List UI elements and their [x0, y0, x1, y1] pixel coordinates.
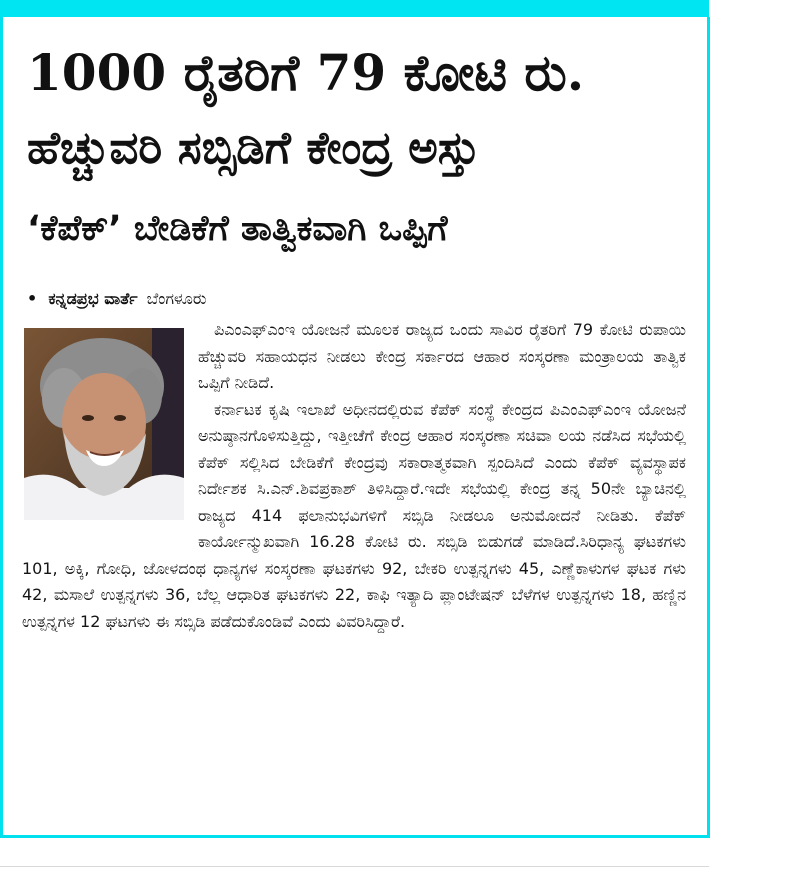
article-paragraph-2: ಕರ್ನಾಟಕ ಕೃಷಿ ಇಲಾಖೆ ಅಧೀನದಲ್ಲಿರುವ ಕೆಪೆಕ್ ಸಂಸ್ಥೆ ಕೇಂದ್ರದ ಪಿಎಂಎಫ್‌ಎಂಇ ಯೋಜನೆ ಅನುಷ್ಠಾನಗೊಳಿಸುತ್ತಿದ್ದು, ಇತ್ತೀಚೆಗೆ ಕೇಂದ್ರ ಆಹಾರ ಸಂಸ್ಕರಣಾ ಸಚಿವಾ ಲಯ ನಡೆಸಿದ ಸಭೆಯಲ್ಲಿ ಕೆಪೆಕ್ ಸಲ್ಲಿಸಿದ ಬೇಡಿಕೆಗೆ ಕೇಂದ್ರವು ಸಕಾರಾತ್ಮಕವಾಗಿ ಸ್ಪಂದಿಸಿದೆ ಎಂದು ಕೆಪೆಕ್ ವ್ಯವಸ್ಥಾಪಕ ನಿರ್ದೇಶಕ ಸಿ.ಎನ್.ಶಿವಪ್ರಕಾಶ್ ತಿಳಿಸಿದ್ದಾರೆ.ಇದೇ ಸಭೆಯಲ್ಲಿ ಕೇಂದ್ರ ತನ್ನ 50ನೇ ಬ್ಯಾಚಿನಲ್ಲಿ ರಾಜ್ಯದ 414 ಫಲಾನುಭವಿಗಳಿಗೆ ಸಬ್ಸಿಡಿ ನೀಡಲೂ ಅನುಮೋದನೆ ನೀಡಿತು. ಕೆಪೆಕ್ ಕಾರ್ಯೋನ್ಮುಖವಾಗಿ 16.28 ಕೋಟಿ ರು. ಸಬ್ಸಿಡಿ ಬಿಡುಗಡೆ ಮಾಡಿದೆ.ಸಿರಿಧಾನ್ಯ ಘಟಕಗಳು 101, ಅಕ್ಕಿ, ಗೋಧಿ, ಜೋಳದಂಥ ಧಾನ್ಯಗಳ ಸಂಸ್ಕರಣಾ ಘಟಕಗಳು 92, ಬೇಕರಿ ಉತ್ಪನ್ನಗಳು 45, ಎಣ್ಣೆಕಾಳುಗಳ ಘಟಕ ಗಳು 42, ಮಸಾಲೆ ಉತ್ಪನ್ನಗಳು 36, ಬೆಲ್ಲ ಆಧಾರಿತ ಘಟಕಗಳು 22, ಕಾಫಿ ಇತ್ಯಾದಿ ಪ್ಲಾಂಟೇಷನ್ ಬೆಳೆಗಳ ಉತ್ಪನ್ನಗಳು 18, ಹಣ್ಣಿನ ಉತ್ಪನ್ನಗಳ 12 ಘಟಗಳು ಈ ಸಬ್ಸಿಡಿ ಪಡೆದುಕೊಂಡಿವೆ ಎಂದು ವಿವರಿಸಿದ್ದಾರೆ. [22, 399, 686, 631]
headline-line-1: 1000 ರೈತರಿಗೆ 79 ಕೋಟಿ ರು. [27, 43, 585, 102]
photo-spacer [22, 317, 198, 533]
subheadline: ‘ಕೆಪೆಕ್’ ಬೇಡಿಕೆಗೆ ತಾತ್ವಿಕವಾಗಿ ಒಪ್ಪಿಗೆ [27, 209, 448, 249]
article-paragraph-1: ಪಿಎಂಎಫ್‌ಎಂಇ ಯೋಜನೆ ಮೂಲಕ ರಾಜ್ಯದ ಒಂದು ಸಾವಿರ ರೈತರಿಗೆ 79 ಕೋಟಿ ರುಪಾಯಿ ಹೆಚ್ಚುವರಿ ಸಹಾಯಧನ ನೀಡಲು ಕೇಂದ್ರ ಸರ್ಕಾರದ ಆಹಾರ ಸಂಸ್ಕರಣಾ ಮಂತ್ರಾಲಯ ತಾತ್ವಿಕ ಒಪ್ಪಿಗೆ ನೀಡಿದೆ. [198, 320, 686, 392]
bottom-divider [0, 866, 709, 867]
article-body [22, 317, 686, 635]
byline-bullet: • [27, 289, 38, 308]
top-color-strip [0, 0, 709, 17]
byline-agency: ಕನ್ನಡಪ್ರಭ ವಾರ್ತೆ [48, 289, 138, 308]
byline [27, 289, 206, 309]
byline-place: ಬೆಂಗಳೂರು [146, 289, 207, 308]
headline-line-2: ಹೆಚ್ಚುವರಿ ಸಬ್ಸಿಡಿಗೆ ಕೇಂದ್ರ ಅಸ್ತು [27, 121, 480, 174]
